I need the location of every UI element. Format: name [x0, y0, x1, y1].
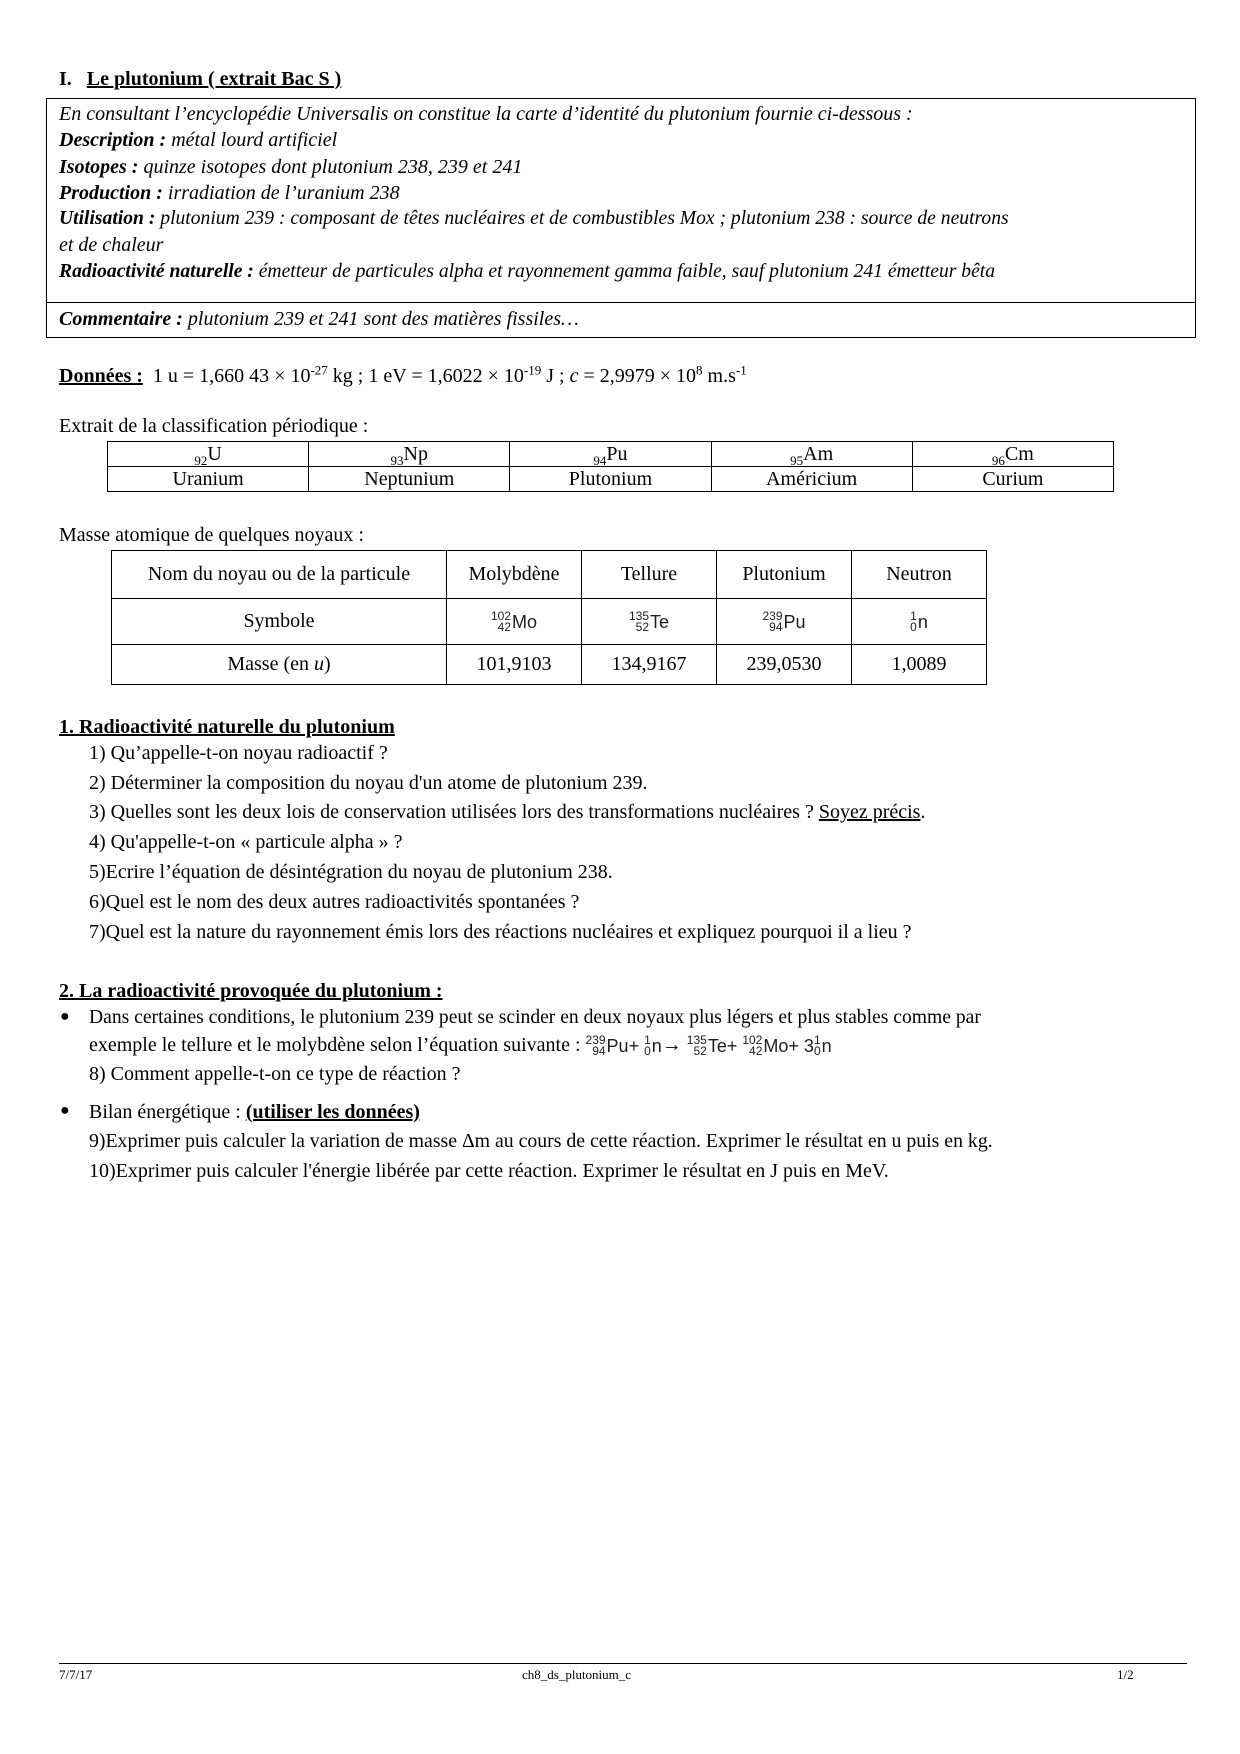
part2-intro-line2 — [89, 1032, 832, 1059]
nucleus-symbol — [852, 599, 987, 645]
section-title — [59, 66, 341, 92]
question-10: 10)Exprimer puis calculer l'énergie libérée par cette réaction. Exprimer le résultat en J puis en MeV. — [89, 1160, 889, 1182]
question-9: 9)Exprimer puis calculer la variation de masse Δm au cours de cette réaction. Exprimer le résultat en u puis en kg. — [89, 1130, 993, 1152]
bullet-icon: ● — [60, 1008, 70, 1025]
question-6: 6)Quel est le nom des deux autres radioactivités spontanées ? — [89, 891, 580, 913]
isotopes-label: Isotopes : — [59, 156, 139, 178]
nucleus-name: Molybdène — [447, 551, 582, 599]
atomic-number: 95 — [790, 453, 804, 468]
radio-label: Radioactivité naturelle : — [59, 261, 254, 282]
periodic-cell — [309, 442, 510, 467]
symbol: Pu — [606, 1036, 629, 1057]
part2-intro-line1: Dans certaines conditions, le plutonium 239 peut se scinder en deux noyaux plus légers et plus stables comme par — [89, 1007, 981, 1028]
masse-close: ) — [323, 653, 331, 675]
footer-filename: ch8_ds_plutonium_c — [522, 1667, 632, 1682]
masse-unit: u — [313, 653, 324, 675]
utilisation-label: Utilisation : — [59, 208, 156, 229]
periodic-cell — [108, 442, 309, 467]
charge-number: 42 — [497, 620, 511, 635]
masses-header-row — [112, 551, 987, 599]
element-name: Américium — [711, 467, 912, 492]
question-3 — [89, 799, 925, 825]
atomic-number: 92 — [194, 453, 208, 468]
symbol: n — [651, 1036, 662, 1057]
charge-number: 94 — [769, 620, 783, 635]
element-symbol: Pu — [606, 443, 628, 465]
element-symbol: Am — [803, 443, 834, 465]
masses-caption: Masse atomique de quelques noyaux : — [59, 524, 364, 546]
description-label: Description : — [59, 129, 167, 151]
question-1: 1) Qu’appelle-t-on noyau radioactif ? — [89, 742, 388, 764]
atomic-number: 93 — [390, 453, 404, 468]
commentaire-value: plutonium 239 et 241 sont des matières fissiles… — [187, 308, 579, 330]
masses-header: Nom du noyau ou de la particule — [112, 551, 447, 599]
masse-label-text: Masse (en — [227, 653, 314, 675]
periodic-name-row — [108, 467, 1114, 492]
periodic-symbol-row — [108, 442, 1114, 467]
nucleus-symbol — [582, 599, 717, 645]
c-unit: m.s — [702, 365, 736, 387]
plus: + — [726, 1036, 738, 1057]
fission-equation — [585, 1033, 832, 1059]
utilisation-value: plutonium 239 : composant de têtes nucléaires et de combustibles Mox ; plutonium 238 : source de neutrons — [160, 208, 1009, 229]
part1-title: 1. Radioactivité naturelle du plutonium — [59, 716, 395, 738]
question-8: 8) Comment appelle-t-on ce type de réaction ? — [89, 1063, 461, 1085]
plus-coefficient: + 3 — [788, 1036, 814, 1057]
symbol: Te — [707, 1036, 727, 1057]
atomic-number: 96 — [991, 453, 1005, 468]
charge-number: 42 — [749, 1044, 763, 1059]
periodic-cell — [912, 442, 1113, 467]
nucleus-symbol — [447, 599, 582, 645]
nucleus-symbol — [717, 599, 852, 645]
commentaire-label: Commentaire : — [59, 308, 183, 330]
symbol: Mo — [512, 611, 538, 632]
symbole-label: Symbole — [112, 599, 447, 645]
id-commentaire — [59, 306, 579, 332]
charge-number: 0 — [910, 620, 917, 635]
question-4: 4) Qu'appelle-t-on « particule alpha » ? — [89, 831, 403, 853]
id-isotopes — [59, 154, 522, 180]
masses-value-row — [112, 645, 987, 685]
nucleus-name: Neutron — [852, 551, 987, 599]
id-utilisation-cont: et de chaleur — [59, 234, 164, 256]
nucleus-name: Plutonium — [717, 551, 852, 599]
nucleus-mass: 239,0530 — [717, 645, 852, 685]
symbol: n — [917, 611, 928, 632]
symbol: Pu — [783, 611, 806, 632]
nucleus-name: Tellure — [582, 551, 717, 599]
id-production — [59, 180, 400, 206]
ev-value: kg ; 1 eV = 1,6022 × 10 — [327, 365, 524, 387]
element-symbol: Cm — [1004, 443, 1034, 465]
symbol: Mo — [763, 1036, 789, 1057]
mass-number: 1 — [644, 1033, 651, 1048]
bullet-icon: ● — [60, 1102, 70, 1119]
charge-number: 52 — [693, 1044, 707, 1059]
nucleus-mass: 134,9167 — [582, 645, 717, 685]
element-symbol: U — [207, 443, 222, 465]
c-symbol: c — [569, 365, 579, 387]
production-label: Production : — [59, 182, 163, 204]
symbol: n — [821, 1036, 832, 1057]
periodic-cell — [510, 442, 711, 467]
atomic-number: 94 — [593, 453, 607, 468]
mass-number: 1 — [910, 609, 917, 624]
element-symbol: Np — [403, 443, 428, 465]
mass-number: 239 — [585, 1033, 606, 1048]
charge-number: 0 — [644, 1044, 651, 1059]
isotopes-value: quinze isotopes dont plutonium 238, 239 et 241 — [143, 156, 523, 178]
masses-symbol-row — [112, 599, 987, 645]
charge-number: 0 — [813, 1044, 821, 1059]
mass-number: 1 — [813, 1033, 821, 1048]
footer-date: 7/7/17 — [59, 1667, 93, 1682]
mass-number: 102 — [742, 1033, 763, 1048]
c-exp: 8 — [696, 362, 703, 378]
question-5: 5)Ecrire l’équation de désintégration du noyau de plutonium 238. — [89, 861, 613, 883]
element-name: Neptunium — [309, 467, 510, 492]
charge-number: 94 — [592, 1044, 606, 1059]
question-2: 2) Déterminer la composition du noyau d'un atome de plutonium 239. — [89, 772, 648, 794]
element-name: Curium — [912, 467, 1113, 492]
c-value: = 2,9979 × 10 — [578, 365, 697, 387]
mass-number: 102 — [490, 609, 511, 624]
section-number: I. — [59, 68, 72, 90]
production-value: irradiation de l’uranium 238 — [167, 182, 400, 204]
masse-label — [112, 645, 447, 685]
footer-divider — [59, 1663, 1187, 1664]
question-3-emphasis: Soyez précis — [818, 801, 921, 823]
id-description — [59, 127, 337, 153]
plus: + — [628, 1036, 640, 1057]
bilan-energetique — [89, 1099, 420, 1125]
question-3-end: . — [920, 801, 926, 823]
bilan-emphasis: (utiliser les données) — [245, 1101, 420, 1123]
charge-number: 52 — [635, 620, 649, 635]
u-exp: -27 — [310, 362, 328, 378]
mass-number: 135 — [628, 609, 649, 624]
ev-exp: -19 — [523, 362, 542, 378]
c-unit-exp: -1 — [735, 362, 747, 378]
symbol: Te — [650, 611, 670, 632]
nucleus-mass: 101,9103 — [447, 645, 582, 685]
u-value: 1 u = 1,660 43 × 10 — [152, 365, 311, 387]
donnees-label: Données : — [59, 365, 143, 387]
bilan-label: Bilan énergétique : — [89, 1101, 246, 1123]
mass-number: 239 — [762, 609, 783, 624]
id-card-divider — [46, 302, 1196, 303]
masses-table — [111, 550, 987, 685]
element-name: Plutonium — [510, 467, 711, 492]
question-3-text: 3) Quelles sont les deux lois de conservation utilisées lors des transformations nucléaires ? — [89, 801, 819, 823]
arrow: → — [661, 1034, 687, 1056]
id-card-intro: En consultant l’encyclopédie Universalis on constitue la carte d’identité du plutonium fournie ci-dessous : — [59, 103, 913, 125]
question-7: 7)Quel est la nature du rayonnement émis lors des réactions nucléaires et expliquez pourquoi il a lieu ? — [89, 921, 912, 943]
mass-number: 135 — [686, 1033, 707, 1048]
ev-unit: J ; — [541, 365, 570, 387]
footer-page: 1/2 — [1117, 1667, 1134, 1682]
nucleus-mass: 1,0089 — [852, 645, 987, 685]
element-name: Uranium — [108, 467, 309, 492]
description-value: métal lourd artificiel — [171, 129, 338, 151]
radio-value: émetteur de particules alpha et rayonnement gamma faible, sauf plutonium 241 émetteur bêta — [258, 261, 996, 282]
part2-title: 2. La radioactivité provoquée du plutonium : — [59, 980, 443, 1002]
donnees-line — [59, 363, 747, 389]
section-title-text: Le plutonium ( extrait Bac S ) — [86, 68, 342, 90]
periodic-table — [107, 441, 1114, 492]
id-utilisation — [59, 206, 1009, 232]
periodic-caption: Extrait de la classification périodique : — [59, 415, 369, 437]
periodic-cell — [711, 442, 912, 467]
id-radioactivite — [59, 259, 995, 285]
part2-intro-text: exemple le tellure et le molybdène selon l’équation suivante : — [89, 1034, 586, 1056]
